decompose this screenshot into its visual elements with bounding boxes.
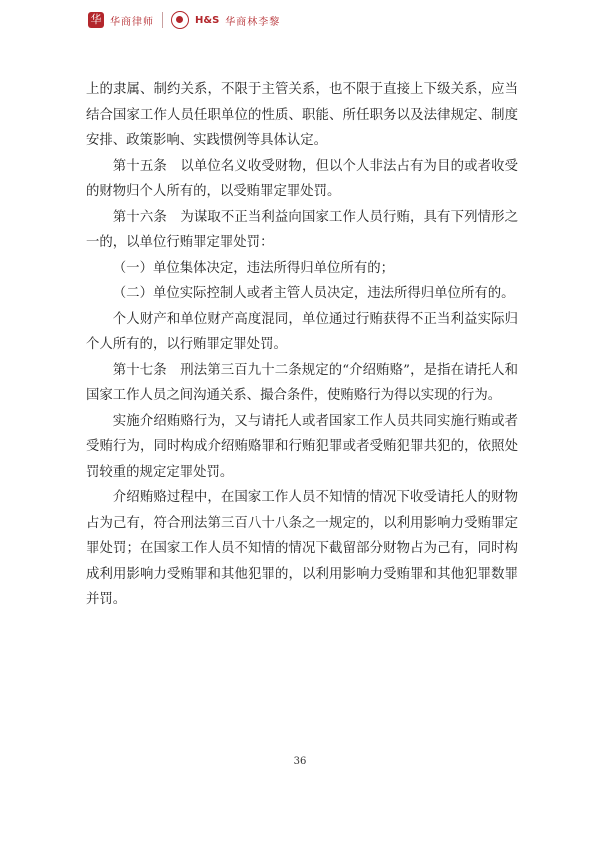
logo-divider <box>162 12 163 28</box>
huashang-logo-icon: 华 <box>88 12 104 28</box>
hs-logo-icon <box>171 11 189 29</box>
article-17-paragraph-3: 介绍贿赂过程中，在国家工作人员不知情的情况下收受请托人的财物占为己有，符合刑法第三百八十八条之一规定的，以利用影响力受贿罪定罪处罚；在国家工作人员不知情的情况下截留部分财物占为己有，同时构成利用影响力受贿罪和其他犯罪的，以利用影响力受贿罪和其他犯罪数罪并罚。 <box>86 490 518 607</box>
article-17: 第十七条 刑法第三百九十二条规定的“介绍贿赂”，是指在请托人和国家工作人员之间沟通关系、撮合条件，使贿赂行为得以实现的行为。 <box>86 362 518 403</box>
hs-logo-subtext: 华商林李黎 <box>225 16 281 28</box>
article-17-paragraph-2: 实施介绍贿赂行为，又与请托人或者国家工作人员共同实施行贿或者受贿行为，同时构成介绍贿赂罪和行贿犯罪或者受贿犯罪共犯的，依照处罚较重的规定定罪处罚。 <box>86 413 518 480</box>
hs-logo-text: H&S <box>195 14 220 26</box>
paragraph-continuation: 上的隶属、制约关系，不限于主管关系，也不限于直接上下级关系，应当结合国家工作人员任职单位的性质、职能、所任职务以及法律规定、制度安排、政策影响、实践惯例等具体认定。 <box>86 82 518 148</box>
article-16-paragraph-2: 个人财产和单位财产高度混同，单位通过行贿获得不正当利益实际归个人所有的，以行贿罪定罪处罚。 <box>86 311 518 352</box>
article-16: 第十六条 为谋取不正当利益向国家工作人员行贿，具有下列情形之一的，以单位行贿罪定罪处罚： <box>86 209 518 250</box>
huashang-logo-text: 华商律师 <box>110 16 154 28</box>
article-16-item-1: （一）单位集体决定，违法所得归单位所有的； <box>112 260 394 276</box>
page-number: 36 <box>293 756 307 767</box>
article-15: 第十五条 以单位名义收受财物，但以个人非法占有为目的或者收受的财物归个人所有的，以受贿罪定罪处罚。 <box>86 158 518 199</box>
article-16-item-2: （二）单位实际控制人或者主管人员决定，违法所得归单位所有的。 <box>112 286 515 301</box>
document-body <box>86 77 518 613</box>
page-header <box>88 8 280 32</box>
